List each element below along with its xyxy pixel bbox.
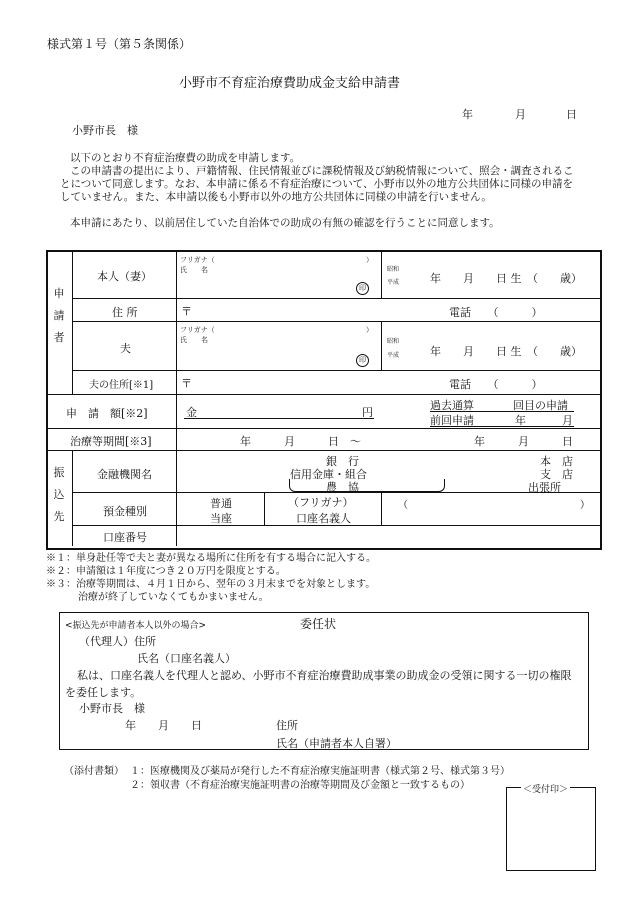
wife-seal: 印: [356, 282, 369, 295]
attachment-2: ２：領収書（不育症治療実施証明書の治療等期間及び金額と一致するもの）: [130, 780, 470, 791]
previous-application-label: 前回申請: [430, 414, 474, 427]
proxy-body: 私は、口座名義人を代理人と認め、小野市不育症治療費助成事業の助成金の受領に関する一切の権限を委任します。: [65, 669, 572, 699]
bank-type-credit[interactable]: 信用金庫・組合: [290, 468, 367, 481]
date-year: 年: [462, 108, 473, 121]
address-label: 住 所: [112, 306, 138, 319]
proxy-date[interactable]: 年 月 日: [125, 719, 202, 732]
note-3: ※３：治療等期間は、４月１日から、翌年の３月末までを対象とします。: [46, 579, 376, 590]
husband-phone-field[interactable]: 電話 （ ）: [449, 378, 543, 391]
proxy-title: 委任状: [300, 617, 337, 631]
account-type-current[interactable]: 当座: [210, 512, 232, 525]
attachment-1: １：医療機関及び薬局が発行した不育症治療実施証明書（様式第２号、様式第３号）: [130, 766, 510, 777]
note-2: ※２：申請額は１年度につき２０万円を限度とする。: [46, 566, 286, 577]
holder-name-field[interactable]: [384, 494, 594, 524]
previous-application-year[interactable]: 年: [515, 414, 526, 427]
bank-bracket: [289, 479, 445, 492]
receipt-label: ＜受付印＞: [521, 782, 570, 795]
husband-address-field[interactable]: 〒: [181, 377, 192, 390]
form-number: 様式第１号（第５条関係）: [47, 37, 192, 51]
past-total-value[interactable]: 回目の申請: [513, 399, 568, 412]
amount-label: 申 請 額[※2]: [66, 407, 148, 420]
husband-furigana-label: フリガナ（: [180, 326, 215, 334]
period-end-field[interactable]: 年 月 日: [474, 435, 573, 448]
wife-furigana-label: フリガナ（: [180, 256, 215, 264]
husband-name-label: 氏 名: [180, 336, 208, 344]
account-number-label: 口座番号: [103, 531, 147, 544]
husband-birth-field[interactable]: 年 月 日 生 （ 歳）: [430, 345, 582, 358]
branch-type-office[interactable]: 出張所: [528, 481, 561, 494]
past-total-label: 過去通算: [430, 399, 474, 412]
branch-type-head[interactable]: 本 店: [540, 455, 573, 468]
account-type-label: 預金種別: [103, 505, 147, 518]
husband-address-label: 夫の住所[※1]: [89, 380, 154, 391]
husband-label: 夫: [120, 342, 131, 355]
wife-name-label: 氏 名: [180, 266, 208, 274]
amount-prefix: 金: [186, 406, 197, 419]
addressee: 小野市長 様: [72, 124, 138, 137]
proxy-address[interactable]: 住所: [276, 719, 298, 732]
page-title: 小野市不育症治療費助成金支給申請書: [179, 76, 401, 91]
account-type-ordinary[interactable]: 普通: [210, 497, 232, 510]
bank-type-agri[interactable]: 農 協: [326, 481, 359, 494]
bank-type-bank[interactable]: 銀 行: [326, 455, 359, 468]
intro-line-2: この申請書の提出により、戸籍情報、住民情報並びに課税情報及び納税情報について、照会・調査されることについて同意します。なお、本申請に係る不育症治療について、小野市以外の地方公共団体に同様の申請をしていません。また、本申請以後も小野市以外の地方公共団体に同様の申請を行いません。: [60, 165, 574, 203]
holder-furigana-label: （フリガナ）: [288, 496, 354, 509]
previous-application-month[interactable]: 月: [562, 414, 573, 427]
bank-label: 金融機関名: [97, 468, 152, 481]
note-1: ※１：単身赴任等で夫と妻が異なる場所に住所を有する場合に記入する。: [46, 553, 376, 564]
proxy-addressee: 小野市長 様: [79, 702, 145, 715]
note-3-cont: 治療が終了していなくてもかまいません。: [78, 592, 269, 603]
intro-line-1: 以下のとおり不育症治療費の助成を申請します。: [70, 152, 301, 164]
wife-label: 本人（妻）: [97, 270, 152, 283]
husband-seal: 印: [356, 354, 369, 367]
receipt-stamp-box: [506, 787, 596, 871]
attachments-label: （添付書類）: [64, 766, 124, 777]
applicant-side-label: 申請者: [53, 287, 65, 344]
date-month: 月: [515, 108, 526, 121]
date-day: 日: [566, 108, 577, 121]
amount-unit: 円: [362, 406, 373, 419]
period-start-field[interactable]: 年 月 日 ～: [240, 435, 361, 448]
proxy-agent-name: 氏名（口座名義人）: [137, 652, 236, 665]
proxy-signature[interactable]: 氏名（申請者本人自署）: [276, 737, 397, 750]
transfer-side-label: 振込先: [53, 466, 65, 523]
wife-birth-field[interactable]: 年 月 日 生 （ 歳）: [430, 272, 582, 285]
phone-field[interactable]: 電話 （ ）: [449, 306, 543, 319]
branch-type-branch[interactable]: 支 店: [540, 468, 573, 481]
proxy-agent-address: （代理人）住所: [79, 635, 156, 648]
address-field[interactable]: 〒: [181, 305, 192, 318]
period-label: 治療等期間[※3]: [70, 435, 152, 448]
intro-line-3: 本申請にあたり、以前居住していた自治体での助成の有無の確認を行うことに同意します。: [70, 217, 500, 229]
proxy-condition: <振込先が申請者本人以外の場合>: [65, 621, 207, 631]
holder-label: 口座名義人: [296, 512, 351, 525]
account-number-field[interactable]: [180, 527, 595, 544]
